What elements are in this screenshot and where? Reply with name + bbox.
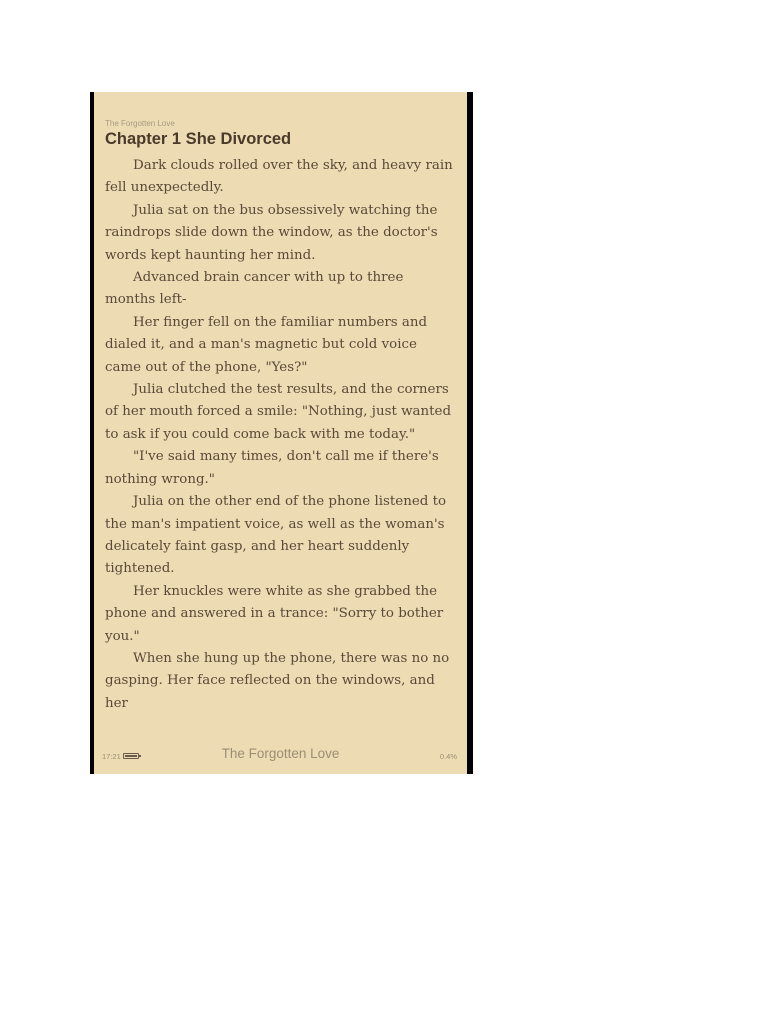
paragraph: Julia on the other end of the phone listened to the man's impatient voice, as well as the woman's delicately faint gasp, and her heart suddenly tightened. [105, 494, 447, 577]
paragraph: "I've said many times, don't call me if there's nothing wrong." [105, 449, 439, 487]
paragraph: Julia sat on the bus obsessively watching the raindrops slide down the window, as the doctor's words kept haunting her mind. [105, 202, 438, 263]
header-book-title: The Forgotten Love [105, 119, 175, 128]
paragraph: Advanced brain cancer with up to three months left- [105, 270, 404, 308]
paragraph: Her finger fell on the familiar numbers and dialed it, and a man's magnetic but cold voice came out of the phone, "Yes?" [105, 314, 428, 375]
chapter-text [105, 155, 453, 715]
reader-footer [94, 740, 467, 774]
clock-time: 17:21 [102, 752, 121, 761]
chapter-title: Chapter 1 She Divorced [105, 130, 292, 148]
reading-progress: 0.4% [439, 752, 457, 761]
paragraph: When she hung up the phone, there was no no gasping. Her face reflected on the windows, and her [105, 650, 450, 711]
paragraph: Julia clutched the test results, and the corners of her mouth forced a smile: "Nothing, just wanted to ask if you could come back with me today." [105, 382, 452, 442]
paragraph: Her knuckles were white as she grabbed the phone and answered in a trance: "Sorry to bother you." [105, 583, 444, 644]
paragraph: Dark clouds rolled over the sky, and heavy rain fell unexpectedly. [105, 158, 453, 196]
footer-book-title: The Forgotten Love [221, 746, 340, 761]
reader-page[interactable] [90, 92, 473, 774]
